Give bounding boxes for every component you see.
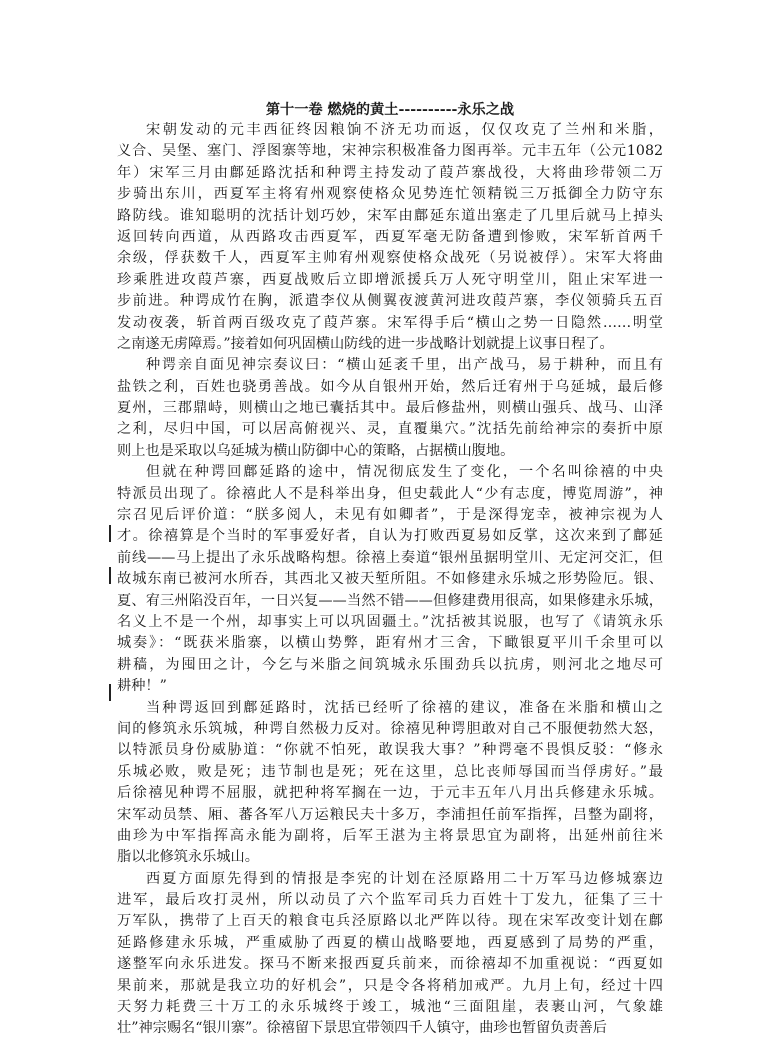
text-line: 万军队，携带了上百天的粮食屯兵泾原路以北严阵以待。现在宋军改变计划在鄜 [117,913,663,930]
document-body [117,120,663,1040]
text-line: 才。徐禧算是个当时的军事爱好者，自认为打败西夏易如反掌，这次来到了鄜延 [117,528,663,545]
text-line: 以特派员身份威胁道：“你就不怕死，敢误我大事？”种谔毫不畏惧反驳：“修永 [117,742,663,759]
paragraph [117,869,663,1040]
text-line: 种谔亲自面见神宗奏议曰：“横山延袤千里，出产战马，易于耕种，而且有 [146,357,663,374]
text-line: 进军，最后攻打灵州，所以动员了六个监军司兵力百姓十丁发九，征集了三十 [117,892,663,909]
paragraph [117,462,663,697]
revision-bar [109,567,111,584]
text-line: 夏州，三郡鼎峙，则横山之地已囊括其中。最后修盐州，则横山强兵、战马、山泽 [117,400,663,417]
text-line: 曲珍为中军指挥高永能为副将，后军王湛为主将景思宜为副将，出延州前往米 [117,827,663,844]
document-page [117,100,663,1040]
paragraph [117,698,663,869]
text-line: 盐铁之利，百姓也骁勇善战。如今从自银州开始，然后迁宥州于乌延城，最后修 [117,378,663,395]
text-line: 壮”神宗赐名“银川寨”。徐禧留下景思宜带领四千人镇守，曲珍也暂留负责善后 [117,1020,607,1037]
text-line: 则上也是采取以乌延城为横山防御中心的策略，占据横山腹地。 [117,442,515,459]
text-line: 耕种！” [117,678,167,695]
text-line: 夏、宥三州陷没百年，一日兴复——当然不错——但修建费用很高，如果修建永乐城， [117,592,663,609]
text-line: 名义上不是一个州，却事实上可以巩固疆土。”沈括被其说服，也写了《请筑永乐 [117,613,663,630]
text-line: 但就在种谔回鄜延路的途中，情况彻底发生了变化，一个名叫徐禧的中央 [146,464,663,481]
text-line: 步骑出东川，西夏军主将宥州观察使格众见势连忙领精锐三万抵御全力防守东 [117,186,663,203]
text-line: 天努力耗费三十万工的永乐城终于竣工，城池“三面阻崖，表裹山河，气象雄 [117,999,663,1016]
text-line: 遂整军向永乐进发。探马不断来报西夏兵前来，而徐禧却不加重视说：“西夏如 [117,956,663,973]
text-line: 路防线。谁知聪明的沈括计划巧妙，宋军由鄜延东道出塞走了几里后就马上掉头 [117,207,663,224]
text-line: 之利，尽归中国，可以居高俯视兴、灵，直覆巢穴。”沈括先前给神宗的奏折中原 [117,421,663,438]
text-line: 之南遂无虏障焉。”接着如何巩固横山防线的进一步战略计划就提上议事日程了。 [117,335,614,352]
text-line: 珍乘胜进攻葭芦寨，西夏战败后立即增派援兵万人死守明堂川，阻止宋军进一 [117,271,663,288]
text-line: 耕穑，为囤田之计，今乞与米脂之间筑城永乐围劲兵以抗虏，则河北之地尽可 [117,656,663,673]
text-line: 故城东南已被河水所吞，其西北又被天堑所阻。不如修建永乐城之形势险厄。银、 [117,571,663,588]
text-line: 间的修筑永乐筑城，种谔自然极力反对。徐禧见种谔胆敢对自己不服便勃然大怒， [117,720,663,737]
text-line: 返回转向西道，从西路攻击西夏军，西夏军毫无防备遭到惨败，宋军斩首两千 [117,228,663,245]
text-line: 发动夜袭，斩首两百级攻克了葭芦寨。宋军得手后“横山之势一日隐然……明堂 [117,314,663,331]
text-line: 前线——马上提出了永乐战略构想。徐禧上奏道“银州虽据明堂川、无定河交汇，但 [117,549,663,566]
text-line: 西夏方面原先得到的情报是李宪的计划在泾原路用二十万军马边修城寨边 [146,870,663,887]
text-line: 延路修建永乐城，严重威胁了西夏的横山战略要地，西夏感到了局势的严重， [117,934,663,951]
text-line: 特派员出现了。徐禧此人不是科举出身，但史载此人“少有志度，博览周游”，神 [117,485,663,502]
text-line: 果前来，那就是我立功的好机会”，只是令各将稍加戒严。九月上旬，经过十四 [117,977,663,994]
text-line: 宗召见后评价道：“朕多阅人，未见有如卿者”，于是深得宠幸，被神宗视为人 [117,507,663,524]
text-line: 脂以北修筑永乐城山。 [117,849,259,866]
paragraph [117,120,663,355]
paragraph [117,355,663,462]
text-line: 后徐禧见种谔不屈服，就把种将军搁在一边，于元丰五年八月出兵修建永乐城。 [117,785,663,802]
revision-bar [109,684,111,701]
text-line: 余级，俘获数千人，西夏军主帅宥州观察使格众战死（另说被俘）。宋军大将曲 [117,250,663,267]
text-line: 城奏》：“既获米脂寨，以横山势弊，距宥州才三舍，下瞰银夏平川千余里可以 [117,635,663,652]
revision-bar [109,525,111,542]
text-line: 步前进。种谔成竹在胸，派遣李仪从侧翼夜渡黄河进攻葭芦寨，李仪领骑兵五百 [117,293,663,310]
text-line: 当种谔返回到鄜延路时，沈括已经听了徐禧的建议，准备在米脂和横山之 [146,699,663,716]
chapter-title: 第十一卷 燃烧的黄土----------永乐之战 [265,102,515,118]
text-line: 义合、吴堡、塞门、浮图寨等地，宋神宗积极准备力图再举。元丰五年（公元1082 [117,143,663,160]
text-line: 年）宋军三月由鄜延路沈括和种谔主持发动了葭芦寨战役，大将曲珍带领二万 [117,164,663,181]
text-line: 乐城必败，败是死；违节制也是死；死在这里，总比丧师辱国而当俘虏好。”最 [117,763,663,780]
text-line: 宋军动员禁、厢、蕃各军八万运粮民夫十多万，李浦担任前军指挥，吕整为副将， [117,806,663,823]
text-line: 宋朝发动的元丰西征终因粮饷不济无功而返，仅仅攻克了兰州和米脂， [146,122,663,138]
